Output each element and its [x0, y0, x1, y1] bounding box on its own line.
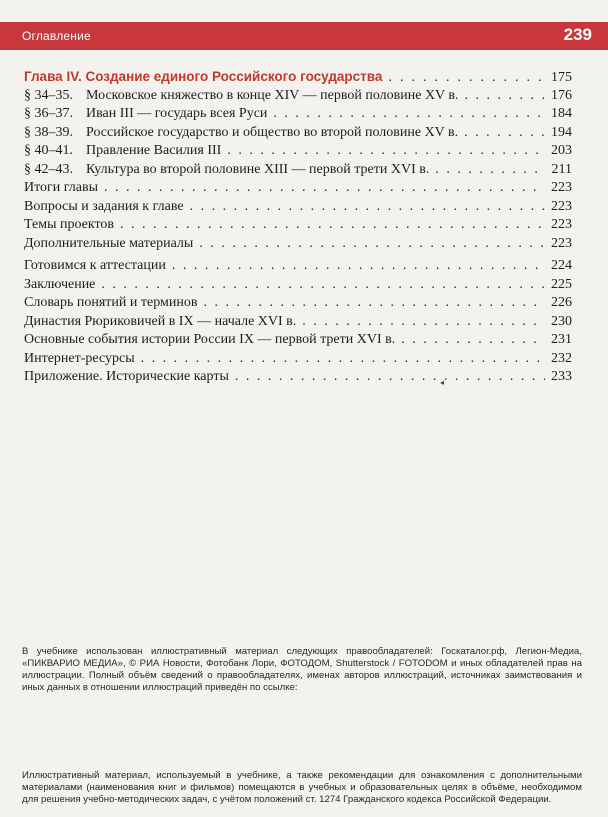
toc-entry[interactable]	[24, 313, 572, 332]
toc-entry[interactable]	[24, 350, 572, 369]
legal-note: Иллюстративный материал, используемый в учебнике, а также рекомендации для ознакомления с дополнительными материалами (наименования книг и фильмов) помещаются в учебных и образовательных целях в объёме, необходимом для решения учебно-методических задач, с учётом положений ст. 1274 Гражданского кодекса Российской Федерации.	[22, 770, 582, 805]
toc-entry[interactable]	[24, 216, 572, 235]
toc-page: 176	[551, 87, 572, 103]
toc-entry[interactable]	[24, 368, 572, 387]
leader-dots	[273, 105, 545, 124]
toc-entry[interactable]	[24, 235, 572, 254]
leader-dots	[104, 179, 545, 198]
toc-entry-title: Интернет-ресурсы	[24, 350, 135, 366]
page-number: 239	[563, 25, 592, 44]
toc-section-number: § 36–37.	[24, 106, 73, 121]
toc-entry-title: Приложение. Исторические карты	[24, 369, 229, 384]
toc-page: 211	[551, 161, 572, 177]
toc-entry-title: Династия Рюриковичей в IX — начале XVI в.	[24, 313, 297, 329]
toc-entry-title: Вопросы и задания к главе	[24, 198, 184, 214]
toc-section-title: Московское княжество в конце XIV — первой половине XV в.	[86, 87, 459, 103]
toc-page: 184	[551, 106, 572, 121]
toc-section-entry[interactable]	[24, 161, 572, 180]
toc-entry-title: Словарь понятий и терминов	[24, 295, 198, 310]
header-title: Оглавление	[22, 29, 91, 43]
page-header	[0, 22, 608, 50]
credits-note: В учебнике использован иллюстративный материал следующих правообладателей: Госкаталог.рф, Легион-Медиа, «ПИКВАРИО МЕДИА», © РИА Новости, Фотобанк Лори, ФОТОДОМ, Shutterstock / FOTODOM и иных обладателей прав на иллюстрации. Полный объём сведений о правообладателях, именах авторов иллюстраций, источниках заимствования и иных данных в отношении иллюстраций приведён по ссылке:	[22, 646, 582, 693]
leader-dots	[235, 368, 545, 387]
toc-section-title: Правление Василия III	[86, 143, 222, 158]
toc-section-title: Культура во второй половине XIII — первой трети XVI в.	[86, 161, 430, 177]
toc-section-number: § 40–41.	[24, 143, 73, 158]
toc-page: 224	[551, 258, 572, 273]
toc-entry-title: Основные события истории России IX — первой трети XVI в.	[24, 332, 396, 347]
toc-page: 226	[551, 295, 572, 310]
leader-dots	[401, 331, 545, 350]
toc-section-entry[interactable]	[24, 105, 572, 124]
toc-page: 194	[551, 124, 572, 140]
toc-section-number: § 34–35.	[24, 87, 73, 103]
toc-page: 223	[551, 235, 572, 251]
toc-page: 223	[551, 198, 572, 214]
toc-page: 223	[551, 217, 572, 232]
leader-dots	[302, 313, 545, 332]
toc-entry[interactable]	[24, 276, 572, 295]
toc-entry[interactable]	[24, 198, 572, 217]
leader-dots	[388, 68, 545, 87]
toc-section-entry[interactable]	[24, 87, 572, 106]
toc-section-entry[interactable]	[24, 142, 572, 161]
leader-dots	[203, 294, 545, 313]
toc-entry-title: Итоги главы	[24, 180, 99, 195]
toc-page: 203	[551, 143, 572, 158]
toc-page: 232	[551, 350, 572, 366]
toc-chapter-title: Глава IV. Создание единого Российского государства	[24, 69, 383, 84]
leader-dots	[199, 235, 545, 254]
toc-entry[interactable]	[24, 331, 572, 350]
leader-dots	[435, 161, 545, 180]
toc-section-title: Иван III — государь всея Руси	[86, 106, 268, 121]
toc-entry[interactable]	[24, 294, 572, 313]
toc-page: 233	[551, 369, 572, 384]
toc-section-number: § 42–43.	[24, 161, 73, 177]
toc-page: 223	[551, 180, 572, 195]
toc-entry-title: Темы проектов	[24, 217, 115, 232]
toc-entry-title: Готовимся к аттестации	[24, 258, 166, 273]
leader-dots	[227, 142, 545, 161]
toc-page: 225	[551, 276, 572, 292]
toc-section-number: § 38–39.	[24, 124, 73, 140]
toc-entry-title: Дополнительные материалы	[24, 235, 194, 251]
toc-entry-title: Заключение	[24, 276, 96, 292]
toc-page: 230	[551, 313, 572, 329]
toc-entry[interactable]	[24, 179, 572, 198]
table-of-contents	[24, 68, 572, 387]
leader-dots	[141, 350, 545, 369]
toc-page: 175	[551, 70, 572, 85]
toc-section-entry[interactable]	[24, 124, 572, 143]
leader-dots	[120, 216, 545, 235]
toc-entry[interactable]	[24, 257, 572, 276]
leader-dots	[464, 124, 545, 143]
leader-dots	[101, 276, 545, 295]
toc-section-title: Российское государство и общество во второй половине XV в.	[86, 124, 459, 140]
toc-page: 231	[551, 332, 572, 347]
toc-chapter-entry[interactable]	[24, 68, 572, 87]
cursor-mark-icon: ◂	[440, 378, 445, 387]
leader-dots	[172, 257, 545, 276]
leader-dots	[190, 198, 545, 217]
leader-dots	[465, 87, 545, 106]
